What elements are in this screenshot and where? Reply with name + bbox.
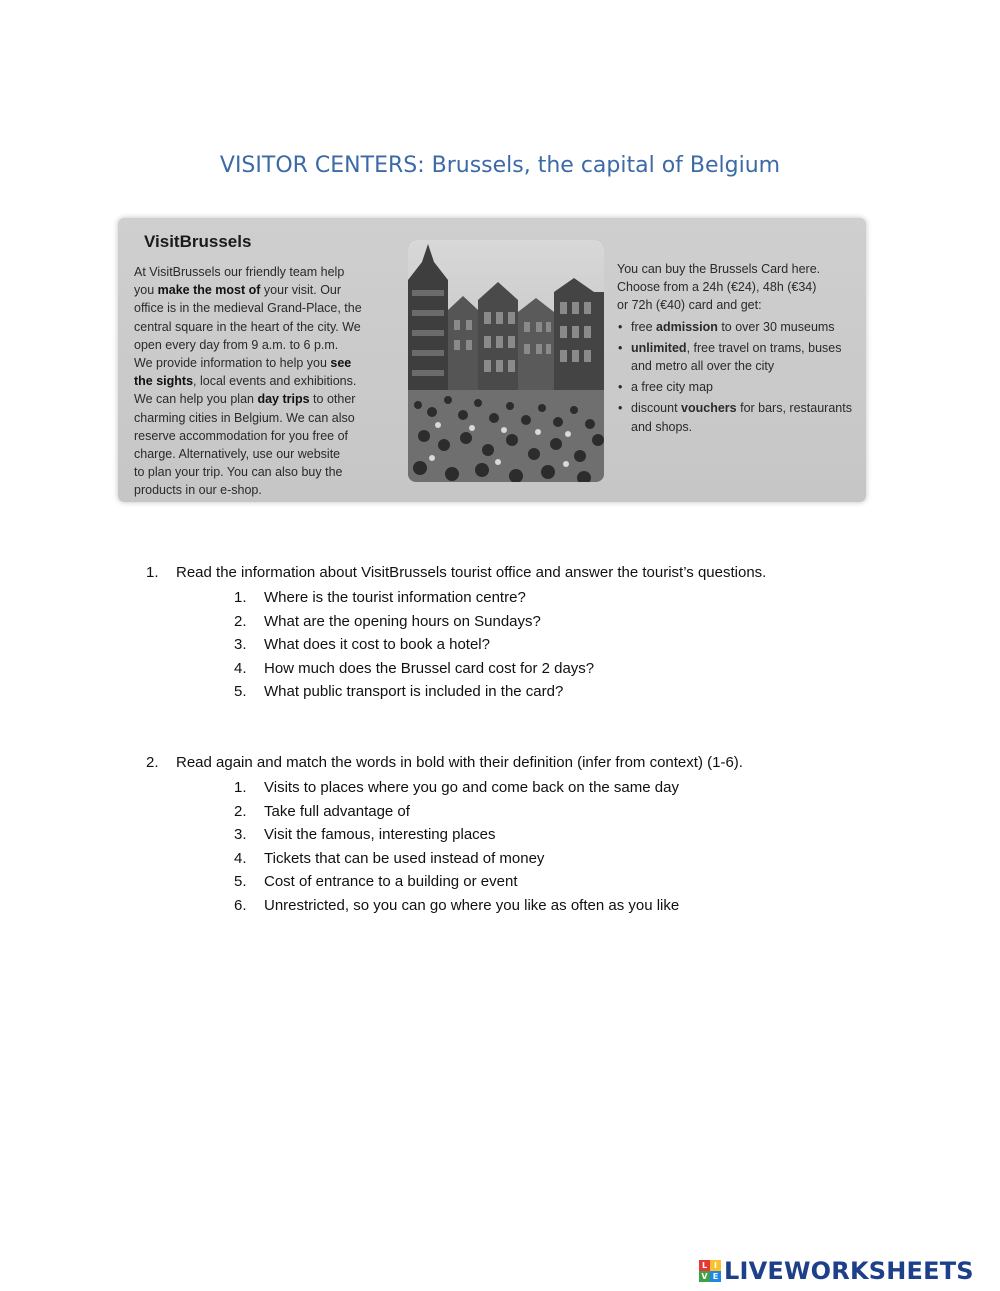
- logo-mark-tile: I: [710, 1260, 721, 1271]
- text-run: , local events and exhibitions.: [193, 374, 357, 389]
- scan-text-line: [134, 481, 404, 499]
- text-run: office is in the medieval Grand-Place, the: [134, 301, 362, 316]
- visitbrussels-scanned-box: [118, 218, 866, 502]
- intro-line: Choose from a 24h (€24), 48h (€34): [617, 280, 817, 295]
- logo-text: LIVEWORKSHEETS: [724, 1257, 974, 1285]
- scan-text-line: [134, 281, 404, 299]
- exercise-instruction-text: Read again and match the words in bold with their definition (infer from context) (1-6).: [176, 753, 743, 771]
- exercise-instruction: [146, 562, 966, 584]
- text-run: your visit. Our: [260, 283, 342, 298]
- text-run: for bars, restaurants and shops.: [631, 401, 852, 434]
- exercise-items: [234, 776, 966, 918]
- text-run: charming cities in Belgium. We can also: [134, 410, 355, 425]
- list-item: [234, 800, 966, 824]
- list-item: [234, 680, 966, 704]
- list-item: [234, 847, 966, 871]
- scan-text-line: [134, 463, 404, 481]
- scan-text-line: [134, 390, 404, 408]
- scan-heading: VisitBrussels: [144, 232, 252, 251]
- scan-text-line: [134, 299, 404, 317]
- item-text: Visit the famous, interesting places: [264, 826, 496, 844]
- brussels-card-intro: [617, 260, 857, 315]
- card-benefits-list: [617, 318, 857, 436]
- list-item: [234, 633, 966, 657]
- bold-term: admission: [656, 319, 718, 334]
- scan-text-line: [134, 409, 404, 427]
- benefit-item: [617, 399, 857, 435]
- bold-term: vouchers: [681, 401, 737, 416]
- scan-text-line: [134, 427, 404, 445]
- text-run: discount: [631, 401, 682, 416]
- item-text: What does it cost to book a hotel?: [264, 636, 490, 654]
- exercise-instruction: [146, 752, 966, 774]
- text-run: to plan your trip. You can also buy the: [134, 465, 343, 480]
- item-text: Where is the tourist information centre?: [264, 589, 526, 606]
- exercises: [146, 562, 966, 966]
- logo-mark-tile: V: [699, 1271, 710, 1282]
- text-run: products in our e-shop.: [134, 483, 262, 498]
- text-run: free: [631, 319, 657, 334]
- scan-right-column: [617, 260, 857, 436]
- list-item: [234, 823, 966, 847]
- list-item: [234, 894, 966, 918]
- bold-term: the sights: [134, 374, 194, 389]
- item-number: 4.: [234, 659, 247, 677]
- text-run: you: [134, 283, 158, 298]
- item-text: What are the opening hours on Sundays?: [264, 612, 541, 630]
- item-number: 5.: [234, 683, 247, 701]
- logo-mark-tile: E: [710, 1271, 721, 1282]
- benefit-item: [617, 339, 857, 375]
- list-item: [234, 586, 966, 610]
- text-run: We can help you plan: [134, 392, 258, 407]
- exercise-items: [234, 586, 966, 704]
- bold-term: day trips: [257, 392, 310, 407]
- scan-left-column: [134, 263, 404, 500]
- logo-mark-tile: L: [699, 1260, 710, 1271]
- scan-text-line: [134, 354, 404, 372]
- scan-text-line: [134, 318, 404, 336]
- scan-text-line: [134, 263, 404, 281]
- item-text: Take full advantage of: [264, 802, 410, 820]
- scan-text-line: [134, 445, 404, 463]
- item-text: What public transport is included in the card?: [264, 683, 564, 701]
- benefit-item: [617, 378, 857, 396]
- item-number: 6.: [234, 896, 247, 914]
- item-number: 5.: [234, 873, 247, 891]
- text-run: open every day from 9 a.m. to 6 p.m.: [134, 337, 339, 352]
- exercise-number: 1.: [146, 564, 159, 581]
- item-number: 2.: [234, 802, 247, 820]
- list-item: [234, 610, 966, 634]
- item-number: 1.: [234, 589, 247, 606]
- item-number: 1.: [234, 778, 247, 796]
- text-run: central square in the heart of the city. We: [134, 319, 361, 334]
- item-number: 4.: [234, 849, 247, 867]
- bold-term: see: [330, 356, 352, 371]
- page-title: VISITOR CENTERS: Brussels, the capital of Belgium: [219, 152, 781, 178]
- exercise-block: [146, 752, 966, 918]
- exercise-instruction-text: Read the information about VisitBrussels tourist office and answer the tourist’s questions.: [176, 564, 767, 581]
- text-run: to over 30 museums: [717, 319, 835, 334]
- text-run: , free travel on trams, buses and metro all over the city: [631, 340, 842, 374]
- exercise-number: 2.: [146, 753, 159, 771]
- list-item: [234, 657, 966, 681]
- bold-term: unlimited: [631, 340, 687, 355]
- item-number: 2.: [234, 612, 247, 630]
- item-text: How much does the Brussel card cost for 2 days?: [264, 659, 595, 677]
- text-run: At VisitBrussels our friendly team help: [134, 265, 345, 279]
- text-run: We provide information to help you: [134, 356, 331, 371]
- bold-term: make the most of: [157, 283, 261, 298]
- item-text: Tickets that can be used instead of money: [264, 849, 545, 867]
- list-item: [234, 776, 966, 800]
- intro-line: You can buy the Brussels Card here.: [617, 262, 821, 276]
- item-text: Unrestricted, so you can go where you like as often as you like: [264, 896, 680, 914]
- item-number: 3.: [234, 826, 247, 844]
- item-text: Visits to places where you go and come back on the same day: [264, 778, 679, 796]
- item-number: 3.: [234, 636, 247, 654]
- liveworksheets-logo: [699, 1256, 974, 1286]
- intro-line: or 72h (€40) card and get:: [617, 298, 762, 313]
- text-run: a free city map: [631, 380, 713, 395]
- exercise-block: [146, 562, 966, 704]
- benefit-item: [617, 318, 857, 336]
- scan-text-line: [134, 336, 404, 354]
- list-item: [234, 870, 966, 894]
- grand-place-photo: [408, 240, 604, 482]
- item-text: Cost of entrance to a building or event: [264, 873, 518, 891]
- text-run: reserve accommodation for you free of: [134, 428, 348, 443]
- liveworksheets-logo-mark: [699, 1260, 721, 1282]
- text-run: to other: [309, 392, 356, 407]
- scan-text-line: [134, 372, 404, 390]
- text-run: charge. Alternatively, use our website: [134, 447, 341, 462]
